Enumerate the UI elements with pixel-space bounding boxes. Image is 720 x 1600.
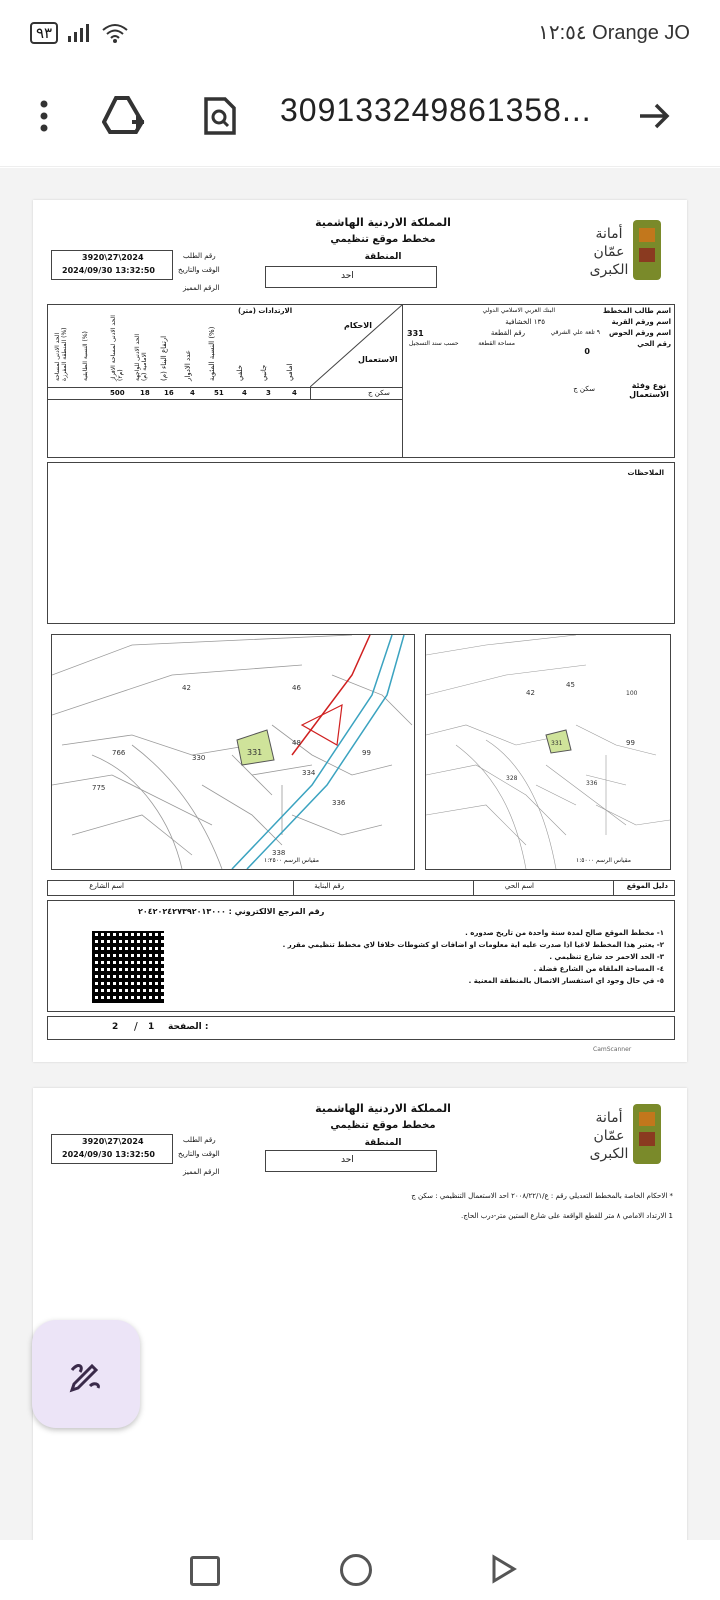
applicant-label: اسم طالب المخطط	[603, 307, 671, 315]
note-2: ٢- يعتبر هذا المخطط لاغيا اذا صدرت عليه اية معلومات او اضافات او كشوطات خلافا لاي مخطط تنظيمي مقرر .	[282, 941, 664, 949]
svg-text:334: 334	[302, 769, 316, 777]
amman-logo	[585, 214, 665, 284]
svg-text:766: 766	[112, 749, 126, 757]
request-info-box-2	[51, 1134, 173, 1164]
svg-text:336: 336	[586, 780, 598, 787]
svg-text:328: 328	[506, 775, 518, 782]
svg-text:عمّان: عمّان	[593, 244, 625, 260]
datetime-label: الوقت والتاريخ	[178, 266, 220, 274]
parcel-area-label: مساحة القطعة	[478, 340, 515, 347]
col-front-min: الحد الادنى للواجهة الامامية (م)	[134, 333, 148, 381]
datetime-label-2: الوقت والتاريخ	[178, 1150, 220, 1158]
street-label: اسم الشارع	[89, 882, 124, 890]
val-coverage: 51	[214, 389, 224, 397]
rule-item-1: 1 الارتداد الامامي ٨ متر للقطع الواقعة على شارع الستين متر-درب الحاج.	[461, 1212, 673, 1220]
scale-left: مقياس الرسم ١:٢٥٠٠	[264, 857, 319, 864]
col-front: امامي	[286, 363, 294, 381]
svg-text:100: 100	[626, 690, 638, 697]
more-options-icon[interactable]	[20, 92, 68, 140]
building-no-label: رقم البناية	[314, 882, 344, 890]
val-front-min: 18	[140, 389, 150, 397]
location-map-detailed[interactable]	[51, 634, 415, 870]
svg-text:45: 45	[566, 681, 575, 689]
svg-text:42: 42	[526, 689, 535, 697]
svg-text:عمّان: عمّان	[593, 1128, 625, 1144]
clock-carrier: ١٢:٥٤ Orange JO	[538, 22, 690, 44]
page-counter-box	[47, 1016, 675, 1040]
val-side: 3	[266, 389, 271, 397]
kingdom-title: المملكة الاردنية الهاشمية	[315, 216, 451, 229]
svg-text:42: 42	[182, 684, 191, 692]
remarks-box	[47, 462, 675, 624]
val-back: 4	[242, 389, 247, 397]
col-min-subdiv: الحد الادنى لمساحة المنطقة المفرزة (%)	[54, 327, 68, 381]
col-floors: عدد الادوار	[184, 350, 192, 381]
val-height: 16	[164, 389, 174, 397]
pen-icon	[66, 1354, 106, 1394]
scanner-mark: CamScanner	[593, 1046, 632, 1053]
page-no: 1	[148, 1022, 155, 1032]
signal-icon	[68, 24, 92, 42]
parcel-no: 331	[407, 329, 424, 338]
system-nav-bar	[0, 1540, 720, 1600]
area-box	[265, 266, 437, 288]
top-toolbar	[0, 66, 720, 167]
file-title: 309133249861358...	[280, 92, 592, 128]
special-no-label: الرقم المميز	[183, 284, 220, 292]
doc-title: مخطط موقع تنظيمي	[330, 234, 436, 245]
col-height: ارتفاع البناء (م)	[160, 335, 168, 381]
parcel-label: رقم القطعة	[490, 329, 525, 337]
parcel-info-block	[402, 305, 675, 457]
svg-text:الكبرى: الكبرى	[589, 1146, 629, 1162]
doc-title-2: مخطط موقع تنظيمي	[330, 1120, 436, 1131]
area-value: احد	[341, 271, 354, 281]
amman-logo-2	[585, 1098, 665, 1168]
qr-code[interactable]	[92, 931, 164, 1003]
col-area-min: الحد الادنى لمساحة الافراز (م٢)	[110, 315, 124, 381]
row-usage: سكن ج	[368, 389, 390, 397]
usage-label: الاستعمال	[358, 355, 398, 364]
status-icons	[30, 22, 128, 44]
svg-text:331: 331	[551, 740, 563, 747]
district-name-label: اسم الحي	[504, 882, 534, 890]
location-map-overview[interactable]	[425, 634, 671, 870]
request-info-box	[51, 250, 173, 280]
request-no: 3920\27\2024	[82, 253, 144, 262]
col-floor-ratio: النسبة الطابقية (%)	[82, 331, 89, 381]
svg-text:338: 338	[272, 849, 286, 857]
rules-label: الاحكام	[344, 321, 372, 330]
usage-type-label: نوع وفئة الاستعمال	[629, 381, 669, 399]
svg-text:أمانة: أمانة	[595, 226, 623, 242]
area-box-2	[265, 1150, 437, 1172]
col-back: خلفي	[236, 364, 244, 381]
svg-text:330: 330	[192, 754, 206, 762]
terms-box	[47, 900, 675, 1012]
basin: ٩ تلعة علي الشرقي	[550, 329, 600, 336]
special-rules: * الاحكام الخاصة بالمخطط التعديلي رقم : ع/٢٠٠٨/٢٢/١ احد الاستعمال التنظيمي : سكن ج	[411, 1192, 673, 1200]
datetime: 2024/09/30 13:32:50	[62, 266, 155, 275]
val-floors: 4	[190, 389, 195, 397]
wifi-icon	[102, 23, 128, 43]
annotate-button[interactable]	[32, 1320, 140, 1428]
svg-text:99: 99	[362, 749, 371, 757]
svg-text:48: 48	[292, 739, 301, 747]
guide-label: دليل الموقع	[626, 882, 668, 890]
page-total: 2	[112, 1022, 119, 1032]
battery-icon: ٩٣	[30, 22, 58, 44]
usage-type: سكن ج	[573, 385, 595, 393]
status-bar	[0, 0, 720, 66]
back-icon[interactable]	[490, 1554, 518, 1584]
kingdom-title-2: المملكة الاردنية الهاشمية	[315, 1102, 451, 1115]
village: ١٣٥ الخشافية	[505, 318, 545, 326]
col-side: جانبي	[260, 364, 268, 381]
note-4: ٤- المساحة الملقاة من الشارع فضلة .	[533, 965, 664, 973]
area-label: المنطقة	[364, 252, 402, 262]
setbacks-label: الارتدادات (متر)	[238, 307, 293, 315]
remarks-label: الملاحظات	[627, 469, 664, 477]
note-1: ١- مخطط الموقع صالح لمدة سنة واحدة من تاريخ صدوره .	[465, 929, 664, 937]
val-front: 4	[292, 389, 297, 397]
col-coverage: النسبة المئوية (%)	[208, 326, 216, 381]
svg-text:336: 336	[332, 799, 346, 807]
ref-no: رقم المرجع الالكتروني : ٢٠٤٢٠٢٤٢٧٣٩٢٠١٣٠٠٠	[138, 907, 325, 916]
request-no-label-2: رقم الطلب	[183, 1136, 216, 1144]
area-value-2: احد	[341, 1155, 354, 1165]
svg-text:99: 99	[626, 739, 635, 747]
svg-text:331: 331	[247, 748, 263, 757]
page-separator: /	[134, 1020, 138, 1033]
svg-text:775: 775	[92, 784, 106, 792]
val-area-min: 500	[110, 389, 125, 397]
recents-icon[interactable]	[190, 1556, 220, 1586]
svg-text:46: 46	[292, 684, 301, 692]
add-to-drive-icon[interactable]	[100, 92, 148, 140]
page-label: الصفحة :	[168, 1022, 209, 1032]
note-5: ٥- في حال وجود اي استفسار الاتصال بالمنطقة المعنية .	[468, 977, 664, 985]
svg-text:أمانة: أمانة	[595, 1110, 623, 1126]
svg-text:الكبرى: الكبرى	[589, 262, 629, 278]
request-no-label: رقم الطلب	[183, 252, 216, 260]
location-guide-row	[47, 880, 675, 896]
diagonal-header	[310, 305, 402, 387]
rules-table	[47, 304, 675, 458]
special-no-label-2: الرقم المميز	[183, 1168, 220, 1176]
search-in-file-icon[interactable]	[196, 92, 244, 140]
document-page-1	[33, 200, 687, 1062]
village-label: اسم ورقم القرية	[611, 318, 671, 326]
district-label: رقم الحي	[637, 340, 671, 348]
request-no-2: 3920\27\2024	[82, 1137, 144, 1146]
datetime-2: 2024/09/30 13:32:50	[62, 1150, 155, 1159]
area-label-2: المنطقة	[364, 1138, 402, 1148]
basin-label: اسم ورقم الحوض	[609, 329, 671, 337]
parcel-area: 0	[584, 347, 590, 356]
note-3: ٣- الحد الاحمر حد شارع تنظيمي .	[549, 953, 664, 961]
open-arrow-icon[interactable]	[630, 92, 678, 140]
document-page-2	[33, 1088, 687, 1540]
scale-right: مقياس الرسم ١:٥٠٠٠	[576, 857, 631, 864]
applicant: البنك العربي الاسلامي الدولي	[482, 307, 555, 314]
home-icon[interactable]	[340, 1554, 372, 1586]
parcel-area-note: حسب سند التسجيل	[409, 340, 459, 347]
